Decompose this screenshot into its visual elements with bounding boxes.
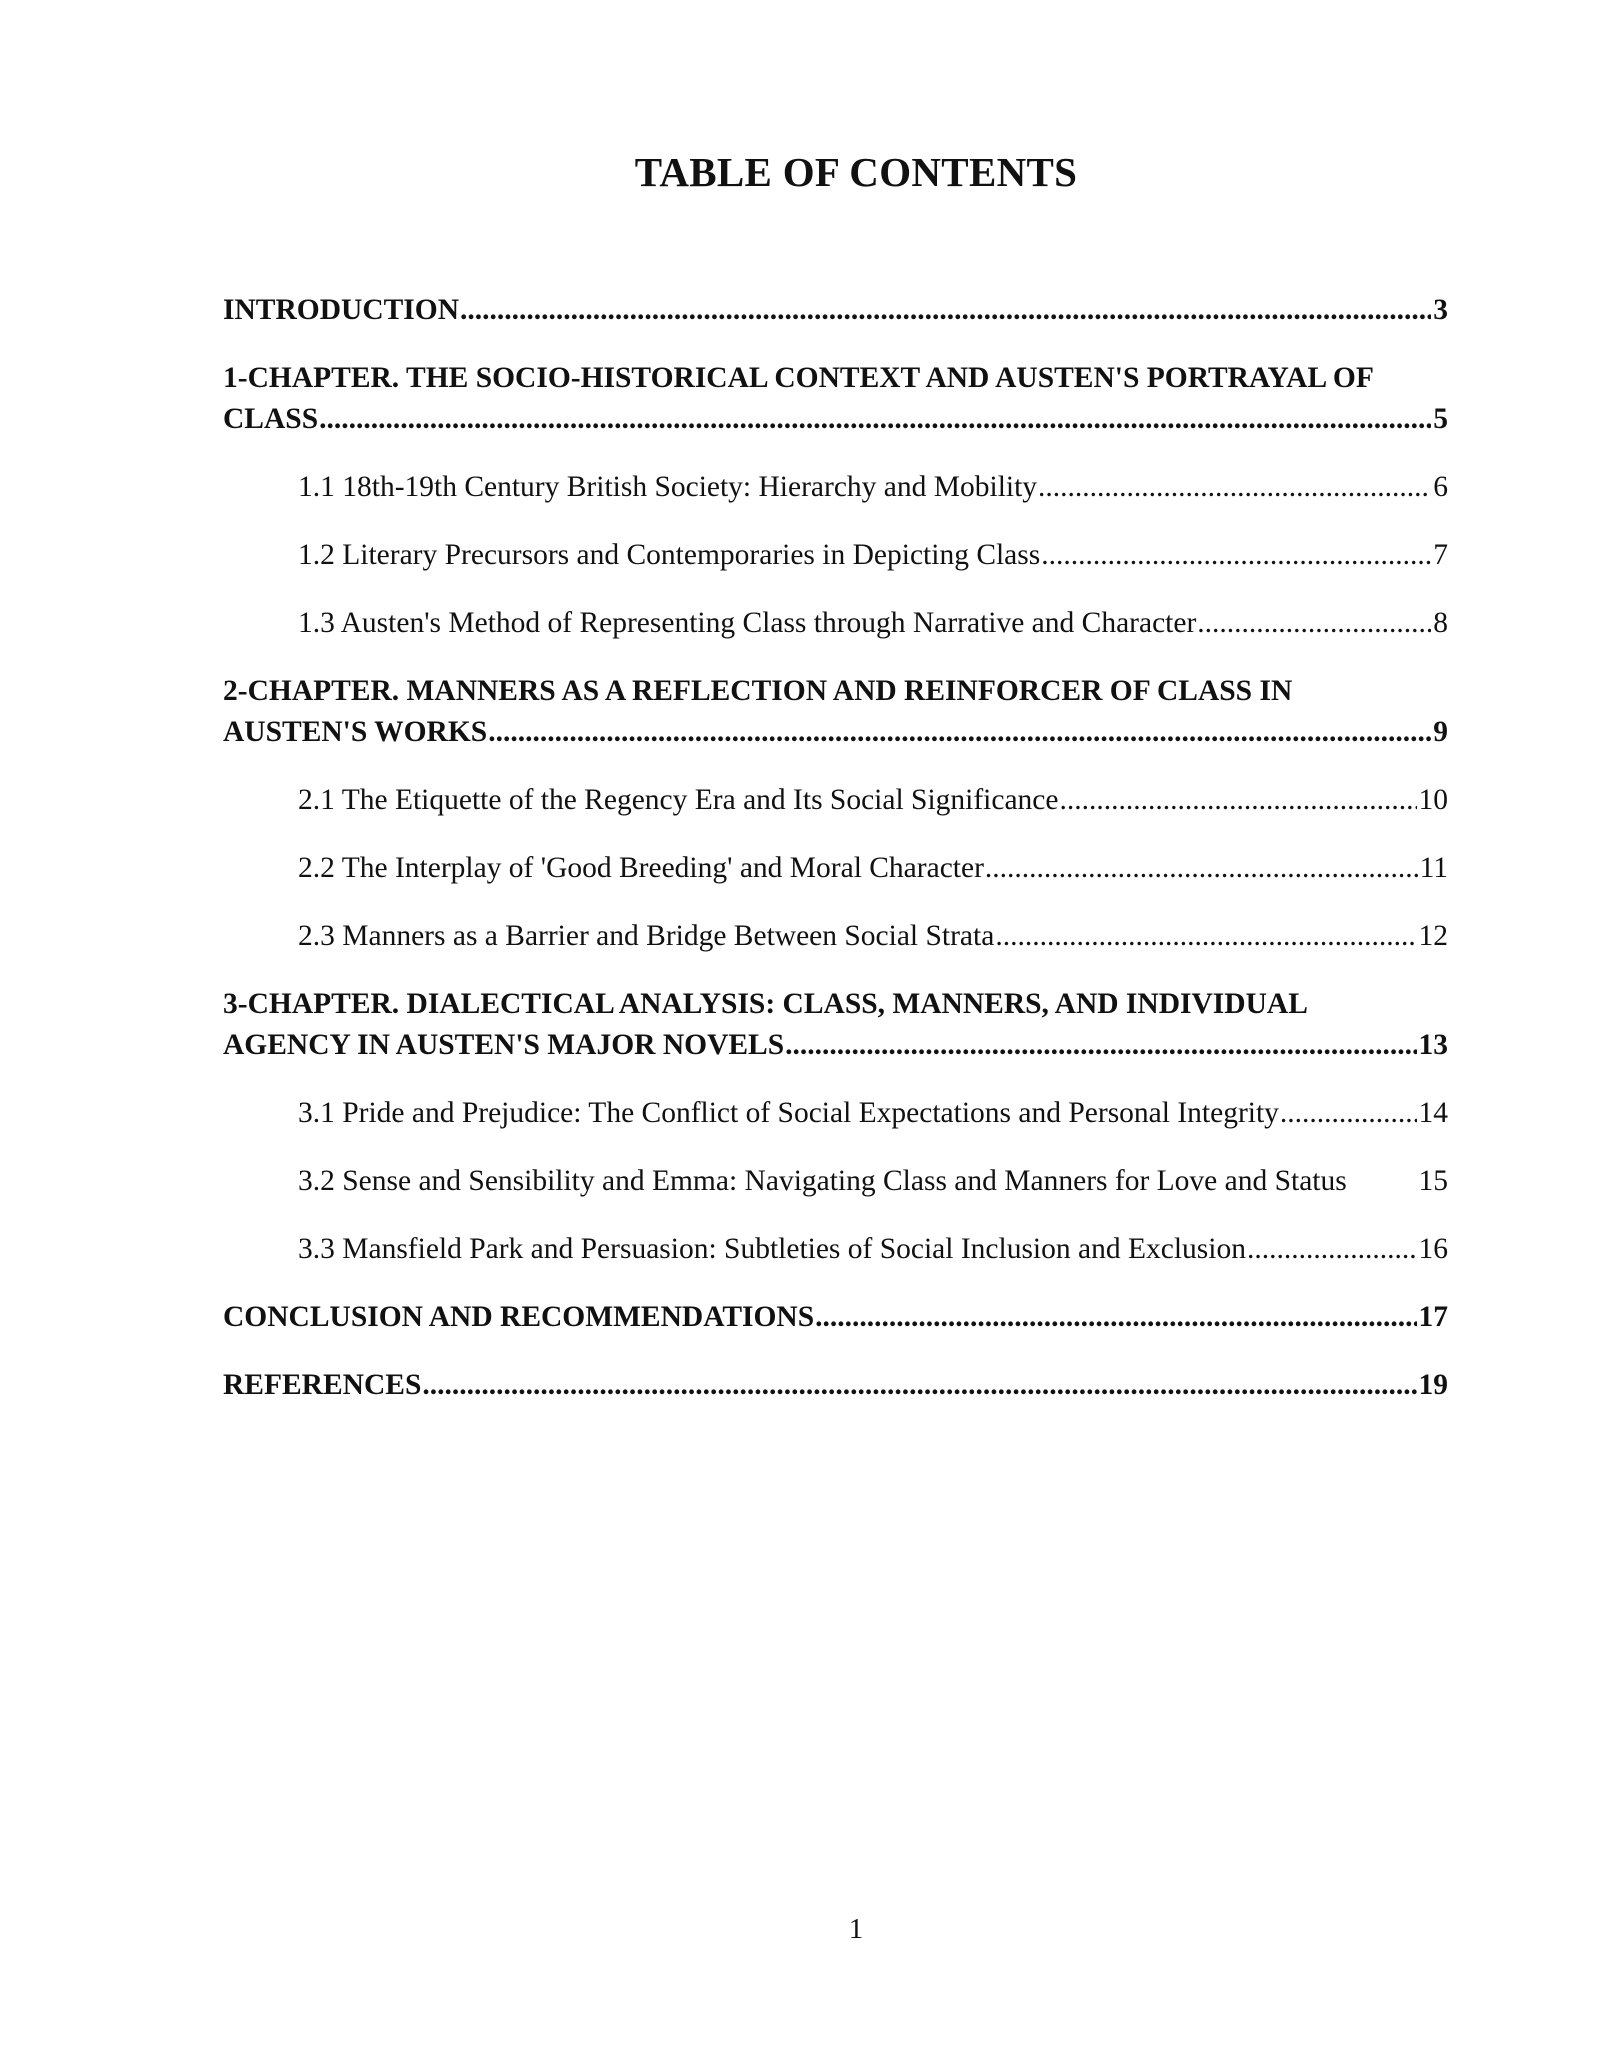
toc-entry-page: 15 <box>1418 1165 1448 1197</box>
toc-entry-label: 1.1 18th-19th Century British Society: Hierarchy and Mobility <box>298 471 1038 503</box>
toc-entry-2-3[interactable] <box>298 916 1448 957</box>
toc-entry-3-1[interactable] <box>298 1093 1448 1134</box>
page-title: TABLE OF CONTENTS <box>634 149 1078 195</box>
toc-entry-2-1[interactable] <box>298 780 1448 821</box>
toc-entry-label: 1.3 Austen's Method of Representing Class through Narrative and Character <box>298 607 1197 639</box>
toc-entry-label: CONCLUSION AND RECOMMENDATIONS <box>223 1301 815 1333</box>
dot-leader <box>984 848 1418 889</box>
toc-entry-page: 9 <box>1433 716 1448 748</box>
toc-entry-page: 6 <box>1433 471 1448 503</box>
dot-leader <box>994 916 1416 957</box>
toc-entry-label: 2.1 The Etiquette of the Regency Era and Its Social Significance <box>298 784 1059 816</box>
toc-entry-label: 3.2 Sense and Sensibility and Emma: Navigating Class and Manners for Love and Status <box>298 1165 1347 1197</box>
toc-entry-label: CLASS <box>223 403 319 435</box>
dot-leader <box>1058 780 1416 821</box>
dot-leader <box>1196 603 1431 644</box>
toc-entry-label: 2.2 The Interplay of 'Good Breeding' and Moral Character <box>298 852 984 884</box>
toc-entry-page: 11 <box>1419 852 1448 884</box>
toc-entry-chapter-1[interactable] <box>223 358 1448 440</box>
toc-entry-3-3[interactable] <box>298 1229 1448 1270</box>
toc-entry-page: 5 <box>1433 403 1448 435</box>
toc-entry-2-2[interactable] <box>298 848 1448 889</box>
toc-entry-label-line1: 3-CHAPTER. DIALECTICAL ANALYSIS: CLASS, MANNERS, AND INDIVIDUAL <box>223 988 1308 1020</box>
toc-entry-1-2[interactable] <box>298 535 1448 576</box>
toc-entry-3-2[interactable] <box>298 1161 1448 1202</box>
toc-entry-label: AGENCY IN AUSTEN'S MAJOR NOVELS <box>223 1029 785 1061</box>
toc-entry-conclusion[interactable] <box>223 1297 1448 1338</box>
toc-entry-references[interactable] <box>223 1365 1448 1406</box>
toc-entry-1-3[interactable] <box>298 603 1448 644</box>
toc-entry-chapter-2[interactable] <box>223 671 1448 753</box>
toc-entry-label: AUSTEN'S WORKS <box>223 716 488 748</box>
toc-entry-label: INTRODUCTION <box>223 294 460 326</box>
toc-entry-label-line1: 1-CHAPTER. THE SOCIO-HISTORICAL CONTEXT AND AUSTEN'S PORTRAYAL OF <box>223 362 1374 394</box>
toc-entry-label: 2.3 Manners as a Barrier and Bridge Between Social Strata <box>298 920 995 952</box>
toc-entry-page: 14 <box>1418 1097 1448 1129</box>
dot-leader <box>1279 1093 1417 1134</box>
toc-entry-label-line1: 2-CHAPTER. MANNERS AS A REFLECTION AND REINFORCER OF CLASS IN <box>223 675 1293 707</box>
toc-entry-introduction[interactable] <box>223 290 1448 331</box>
dot-leader <box>1037 467 1431 508</box>
toc-entry-page: 16 <box>1418 1233 1448 1265</box>
dot-leader <box>318 399 1431 440</box>
dot-leader <box>1040 535 1431 576</box>
toc-entry-page: 12 <box>1418 920 1448 952</box>
toc-entry-chapter-3[interactable] <box>223 984 1448 1066</box>
toc-entry-1-1[interactable] <box>298 467 1448 508</box>
dot-leader <box>459 290 1431 331</box>
toc-entry-page: 19 <box>1418 1369 1448 1401</box>
toc-entry-label: 3.3 Mansfield Park and Persuasion: Subtleties of Social Inclusion and Exclusion <box>298 1233 1246 1265</box>
toc-entry-page: 7 <box>1433 539 1448 571</box>
toc-entry-label: REFERENCES <box>223 1369 422 1401</box>
dot-leader <box>784 1025 1416 1066</box>
toc-entry-page: 3 <box>1433 294 1448 326</box>
toc-entry-page: 10 <box>1418 784 1448 816</box>
toc-entry-label: 3.1 Pride and Prejudice: The Conflict of Social Expectations and Personal Integrity <box>298 1097 1279 1129</box>
dot-leader <box>487 712 1431 753</box>
toc-entry-label: 1.2 Literary Precursors and Contemporaries in Depicting Class <box>298 539 1041 571</box>
page-number: 1 <box>848 1913 864 1945</box>
toc-entry-page: 8 <box>1433 607 1448 639</box>
toc-entry-page: 13 <box>1418 1029 1448 1061</box>
toc-entry-page: 17 <box>1418 1301 1448 1333</box>
dot-leader <box>814 1297 1416 1338</box>
table-of-contents <box>223 290 1448 1406</box>
dot-leader <box>421 1365 1416 1406</box>
dot-leader <box>1246 1229 1417 1270</box>
